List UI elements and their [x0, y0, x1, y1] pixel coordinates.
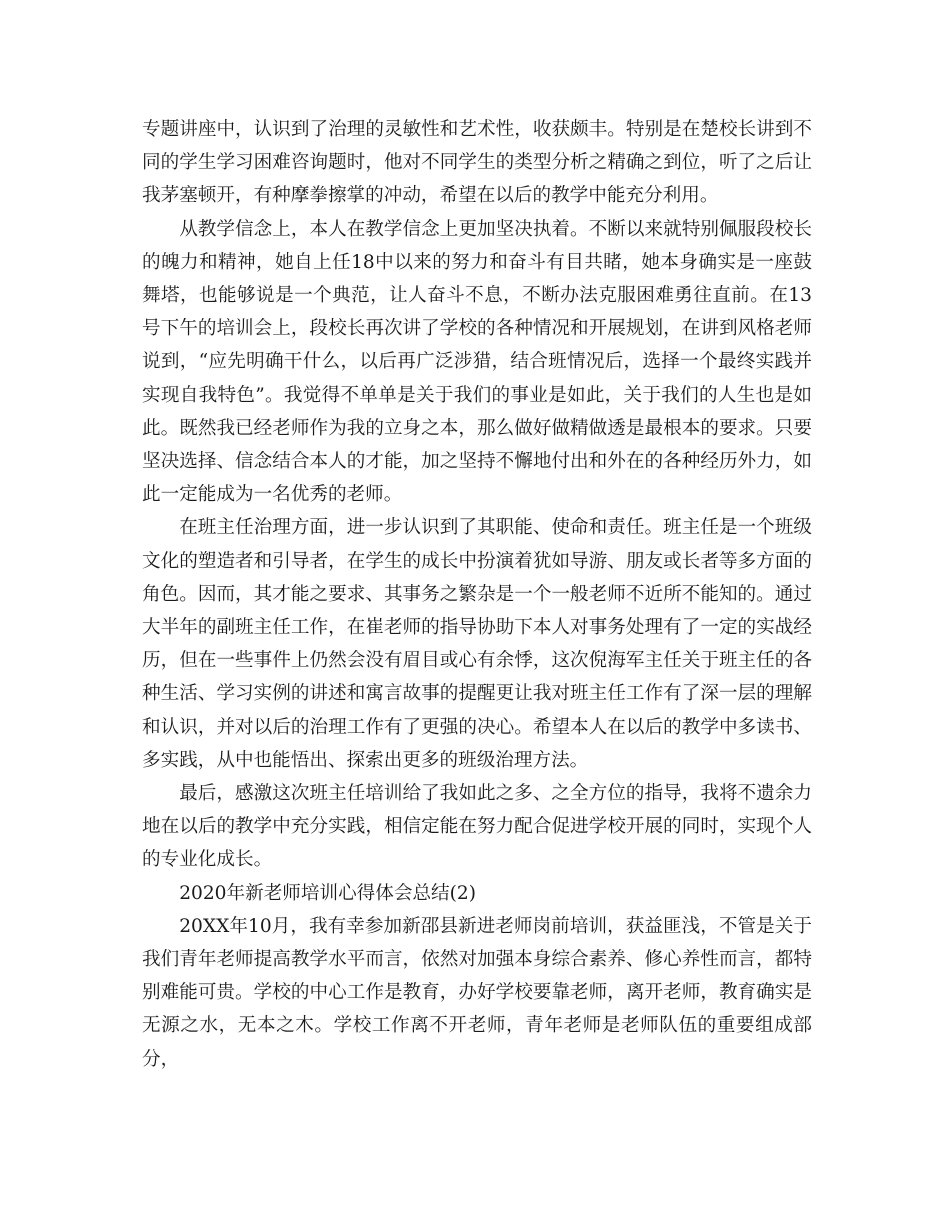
paragraph-class-management: 在班主任治理方面，进一步认识到了其职能、使命和责任。班主任是一个班级文化的塑造者和引导者，在学生的成长中扮演着犹如导游、朋友或长者等多方面的角色。因而，其才能之要求、其事务之繁杂是一个一般老师不近所不能知的。通过大半年的副班主任工作，在崔老师的指导协助下本人对事务处理有了一定的实战经历，但在一些事件上仍然会没有眉目或心有余悸，这次倪海军主任关于班主任的各种生活、学习实例的讲述和寓言故事的提醒更让我对班主任工作有了深一层的理解和认识，并对以后的治理工作有了更强的决心。希望本人在以后的教学中多读书、多实践，从中也能悟出、探索出更多的班级治理方法。 [142, 517, 812, 771]
paragraph-continuation: 专题讲座中，认识到了治理的灵敏性和艺术性，收获颇丰。特别是在楚校长讲到不同的学生学习困难咨询题时，他对不同学生的类型分析之精确之到位，听了之后让我茅塞顿开，有种摩拳擦掌的冲动，希望在以后的教学中能充分利用。 [142, 119, 812, 207]
paragraph-conclusion: 最后，感激这次班主任培训给了我如此之多、之全方位的指导，我将不遗余力地在以后的教学中充分实践，相信定能在努力配合促进学校开展的同时，实现个人的专业化成长。 [142, 783, 812, 871]
paragraph-teaching-belief: 从教学信念上，本人在教学信念上更加坚决执着。不断以来就特别佩服段校长的魄力和精神，她自上任18中以来的努力和奋斗有目共睹，她本身确实是一座鼓舞塔，也能够说是一个典范，让人奋斗不息，不断办法克服困难勇往直前。在13号下午的培训会上，段校长再次讲了学校的各种情况和开展规划，在讲到风格老师说到，“应先明确干什么，以后再广泛涉猎，结合班情况后，选择一个最终实践并实现自我特色”。我觉得不单单是关于我们的事业是如此，关于我们的人生也是如此。既然我已经老师作为我的立身之本，那么做好做精做透是最根本的要求。只要坚决选择、信念结合本人的才能，加之坚持不懈地付出和外在的各种经历外力，如此一定能成为一名优秀的老师。 [142, 218, 812, 506]
document-body [142, 113, 812, 1076]
section-heading: 2020年新老师培训心得体会总结(2) [179, 882, 476, 904]
paragraph-training-intro: 20XX年10月，我有幸参加新邵县新进老师岗前培训，获益匪浅，不管是关于我们青年老师提高教学水平而言，依然对加强本身综合素养、修心养性而言，都特别难能可贵。学校的中心工作是教育，办好学校要靠老师，离开老师，教育确实是无源之水，无本之木。学校工作离不开老师，青年老师是老师队伍的重要组成部分， [142, 915, 812, 1070]
